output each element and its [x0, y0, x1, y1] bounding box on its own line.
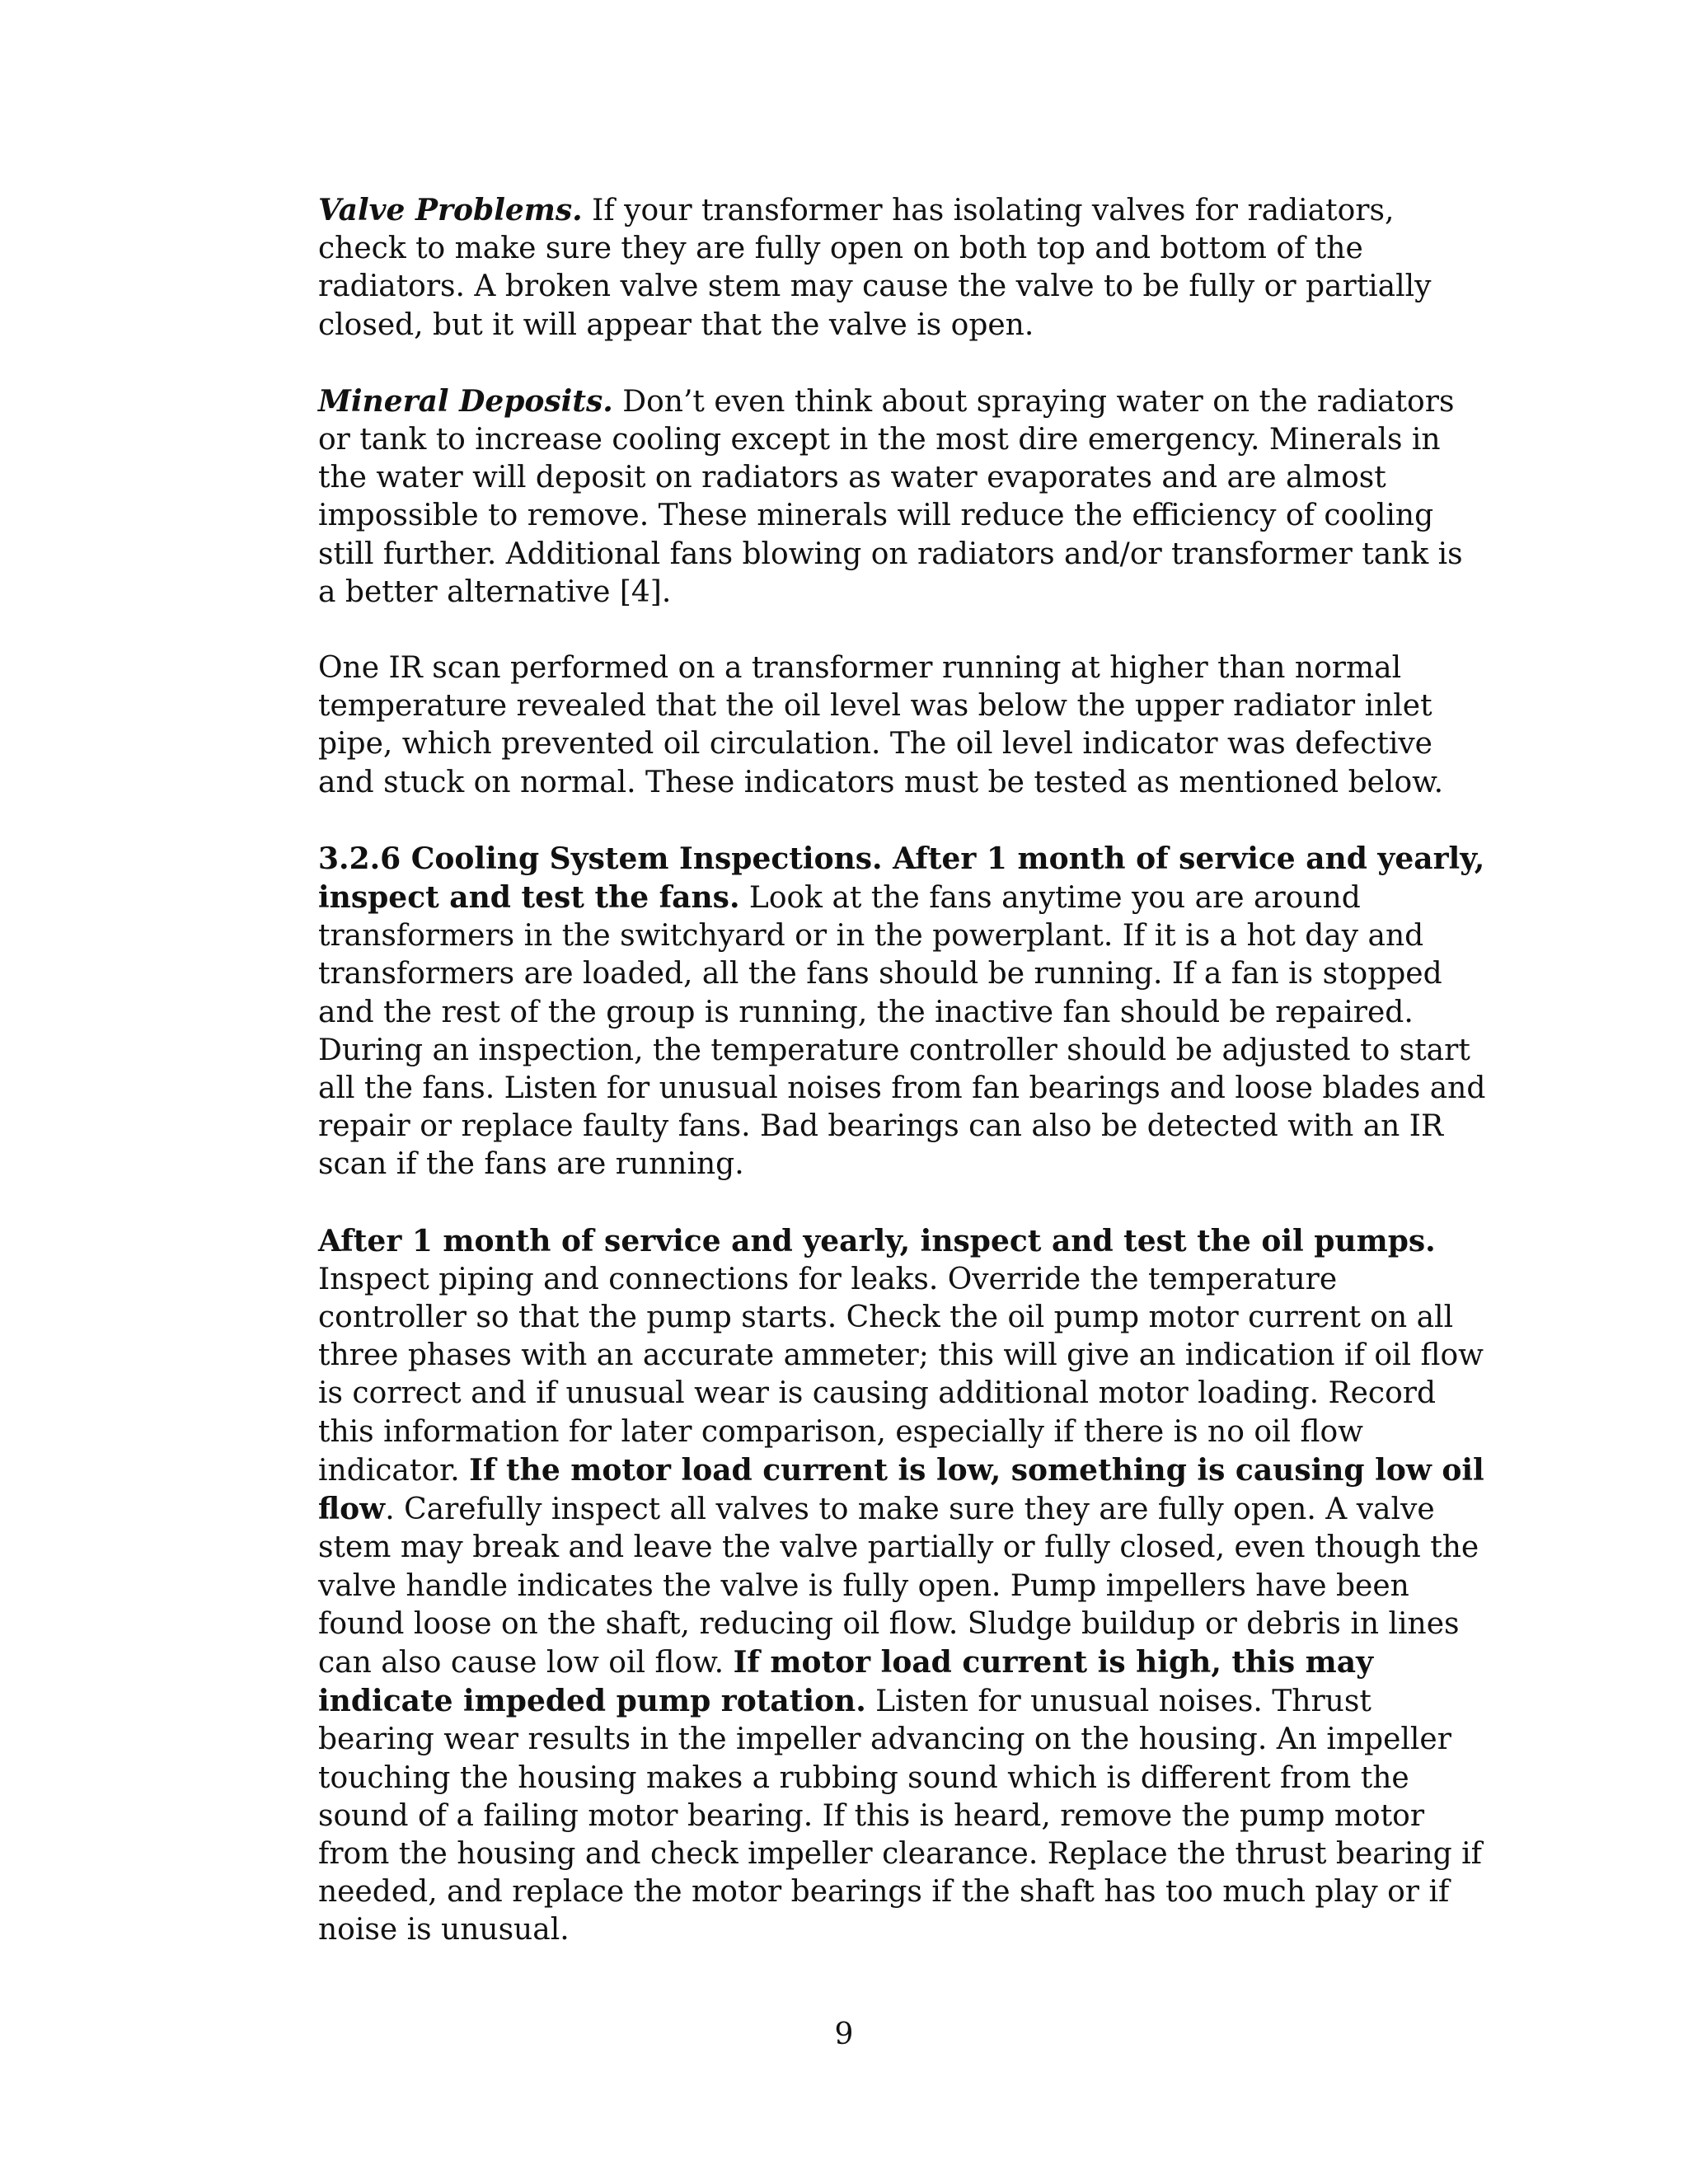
heading-cooling-system-inspections: 3.2.6 Cooling System Inspections. After 1 month of service and yearly, inspect and test the fans. — [318, 841, 1485, 916]
heading-oil-pumps: After 1 month of service and yearly, inspect and test the oil pumps. — [318, 1223, 1436, 1258]
paragraph-cooling-system-inspections — [318, 840, 1489, 1184]
text-mineral-deposits: Don’t even think about spraying water on the radiators or tank to increase cooling except in the most dire emergency. Minerals in the water will deposit on radiators as water evaporates and are almost impossible to remove. These minerals will reduce the efficiency of cooling still further. Additional fans blowing on radiators and/or transformer tank is a better alternative [4]. — [318, 384, 1463, 609]
text-oil-pumps-3: Listen for unusual noises. Thrust bearing wear results in the impeller advancing on the housing. An impeller touching the housing makes a rubbing sound which is different from the sound of a failing motor bearing. If this is heard, remove the pump motor from the housing and check impeller clearance. Replace the thrust bearing if needed, and replace the motor bearings if the shaft has too much play or if noise is unusual. — [318, 1685, 1482, 1947]
paragraph-mineral-deposits — [318, 382, 1489, 612]
text-valve-problems: If your transformer has isolating valves for radiators, check to make sure they are fully open on both top and bottom of the radiators. A broken valve stem may cause the valve to be fully or partially closed, but it will appear that the valve is open. — [318, 194, 1432, 342]
heading-mineral-deposits: Mineral Deposits. — [318, 383, 613, 419]
text-ir-scan: One IR scan performed on a transformer running at higher than normal temperature revealed that the oil level was below the upper radiator inlet pipe, which prevented oil circulation. The oil level indicator was defective and stuck on normal. These indicators must be tested as mentioned below. — [318, 651, 1444, 799]
text-oil-pumps-1: Inspect piping and connections for leaks. Override the temperature controller so that the pump starts. Check the oil pump motor current on all three phases with an accurate ammeter; this will give an indication if oil flow is correct and if unusual wear is causing additional motor loading. Record this information for later comparison, especially if there is no oil flow indicator. — [318, 1262, 1484, 1488]
page-number: 9 — [834, 2018, 854, 2051]
paragraph-valve-problems — [318, 191, 1489, 344]
emphasis-high-current: If motor load current is high, this may indicate impeded pump rotation. — [318, 1644, 1374, 1719]
paragraph-ir-scan — [318, 649, 1489, 802]
text-oil-pumps-2: . Carefully inspect all valves to make sure they are fully open. A valve stem may break and leave the valve partially or fully closed, even though the valve handle indicates the valve is fully open. Pump impellers have been found loose on the shaft, reducing oil flow. Sludge buildup or debris in lines can also cause low oil flow. — [318, 1493, 1479, 1680]
paragraph-oil-pumps — [318, 1222, 1489, 1950]
document-body — [318, 191, 1489, 1988]
text-cooling-system-inspections: Look at the fans anytime you are around transformers in the switchyard or in the powerplant. If it is a hot day and transformers are loaded, all the fans should be running. If a fan is stopped and the rest of the group is running, the inactive fan should be repaired. During an inspection, the temperature controller should be adjusted to start all the fans. Listen for unusual noises from fan bearings and loose blades and repair or replace faulty fans. Bad bearings can also be detected with an IR scan if the fans are running. — [318, 881, 1486, 1182]
emphasis-low-current: If the motor load current is low, something is causing low oil flow — [318, 1452, 1484, 1527]
heading-valve-problems: Valve Problems. — [318, 193, 583, 227]
